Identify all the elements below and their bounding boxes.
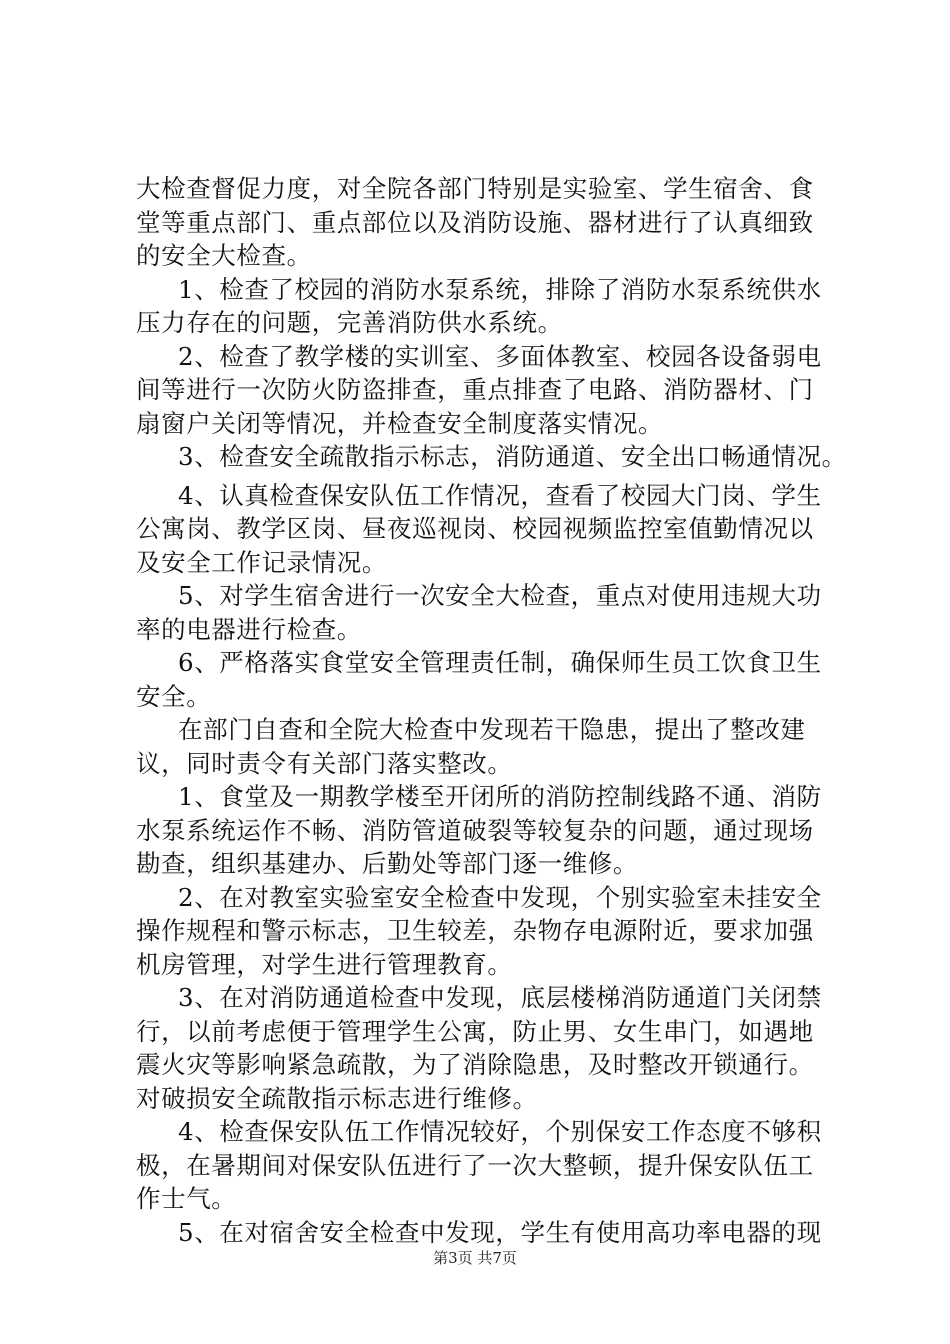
body-line: 安全。 xyxy=(136,682,212,711)
body-line: 议，同时责令有关部门落实整改。 xyxy=(136,749,513,778)
body-line: 震火灾等影响紧急疏散，为了消除隐患，及时整改开锁通行。 xyxy=(136,1050,814,1079)
body-line: 堂等重点部门、重点部位以及消防设施、器材进行了认真细致 xyxy=(136,208,814,237)
body-line: 机房管理，对学生进行管理教育。 xyxy=(136,950,513,979)
body-line: 极，在暑期间对保安队伍进行了一次大整顿，提升保安队伍工 xyxy=(136,1151,814,1180)
body-line: 1、食堂及一期教学楼至开闭所的消防控制线路不通、消防 xyxy=(178,782,822,811)
body-line: 2、检查了教学楼的实训室、多面体教室、校园各设备弱电 xyxy=(178,342,822,371)
body-line: 2、在对教室实验室安全检查中发现，个别实验室未挂安全 xyxy=(178,883,822,912)
body-line: 间等进行一次防火防盗排查，重点排查了电路、消防器材、门 xyxy=(136,375,814,404)
body-line: 压力存在的问题，完善消防供水系统。 xyxy=(136,308,563,337)
body-line: 1、检查了校园的消防水泵系统，排除了消防水泵系统供水 xyxy=(178,275,822,304)
body-line: 6、严格落实食堂安全管理责任制，确保师生员工饮食卫生 xyxy=(178,648,822,677)
body-line: 操作规程和警示标志，卫生较差，杂物存电源附近，要求加强 xyxy=(136,916,814,945)
body-line: 对破损安全疏散指示标志进行维修。 xyxy=(136,1084,538,1113)
body-line: 的安全大检查。 xyxy=(136,241,312,270)
body-line: 作士气。 xyxy=(136,1184,237,1213)
body-line: 3、检查安全疏散指示标志，消防通道、安全出口畅通情况。 xyxy=(178,442,847,471)
body-line: 勘查，组织基建办、后勤处等部门逐一维修。 xyxy=(136,849,638,878)
body-line: 4、检查保安队伍工作情况较好，个别保安工作态度不够积 xyxy=(178,1117,822,1146)
body-line: 扇窗户关闭等情况，并检查安全制度落实情况。 xyxy=(136,409,664,438)
body-line: 行，以前考虑便于管理学生公寓，防止男、女生串门，如遇地 xyxy=(136,1017,814,1046)
body-line: 水泵系统运作不畅、消防管道破裂等较复杂的问题，通过现场 xyxy=(136,816,814,845)
body-line: 5、对学生宿舍进行一次安全大检查，重点对使用违规大功 xyxy=(178,581,822,610)
body-line: 4、认真检查保安队伍工作情况，查看了校园大门岗、学生 xyxy=(178,481,822,510)
body-line: 率的电器进行检查。 xyxy=(136,615,362,644)
body-line: 5、在对宿舍安全检查中发现，学生有使用高功率电器的现 xyxy=(178,1218,822,1247)
page-footer: 第3页 共7页 xyxy=(433,1249,517,1267)
body-line: 公寓岗、教学区岗、昼夜巡视岗、校园视频监控室值勤情况以 xyxy=(136,514,814,543)
body-line: 3、在对消防通道检查中发现，底层楼梯消防通道门关闭禁 xyxy=(178,983,822,1012)
body-line: 在部门自查和全院大检查中发现若干隐患，提出了整改建 xyxy=(178,715,806,744)
body-line: 大检查督促力度，对全院各部门特别是实验室、学生宿舍、食 xyxy=(136,174,814,203)
body-line: 及安全工作记录情况。 xyxy=(136,548,387,577)
